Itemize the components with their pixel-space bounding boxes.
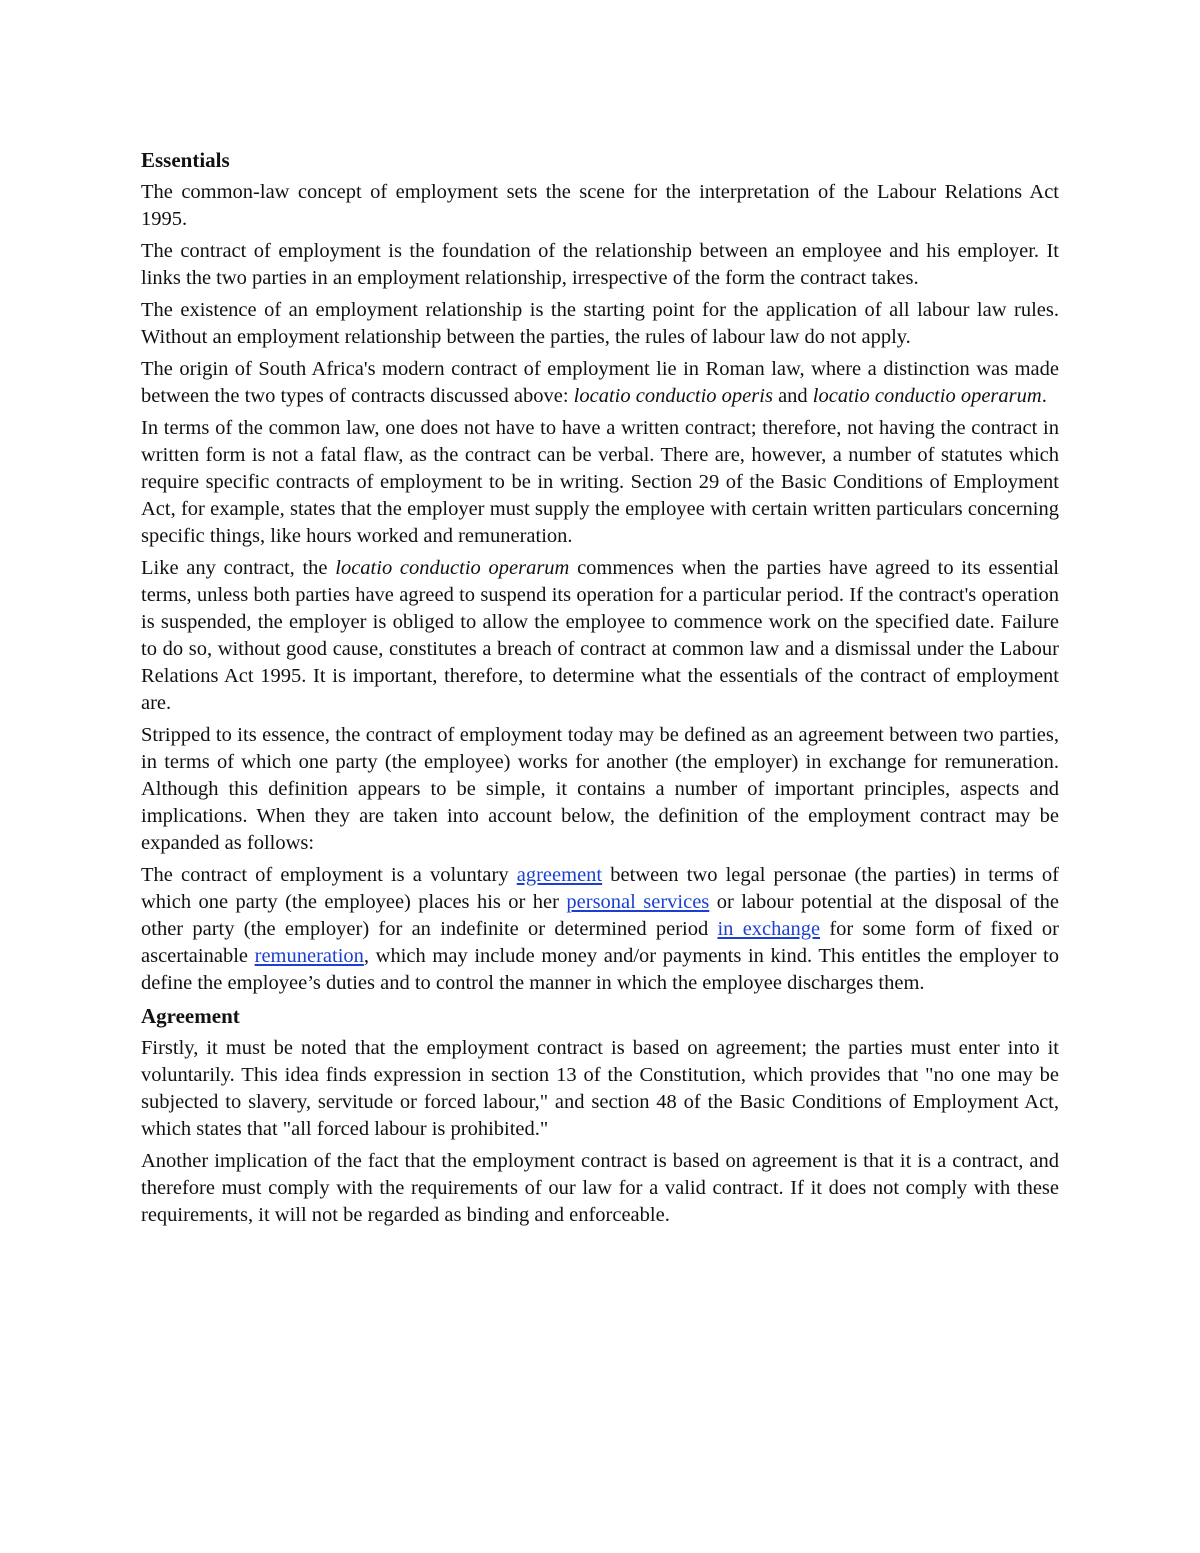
paragraph-8-text-b: between two legal personae (the parties) in terms of which one party (the employee) places his or her (141, 864, 1059, 913)
paragraph-6-text-b: commences when the parties have agreed to its essential terms, unless both parties have agreed to suspend its operation for a particular period. If the contract's operation is suspended, the employer is obliged to allow the employee to commence work on the specified date. Failure to do so, without good cause, constitutes a breach of contract at common law and a dismissal under the Labour Relations Act 1995. It is important, therefore, to determine what the essentials of the contract of employment are. (141, 557, 1059, 714)
link-remuneration[interactable]: remuneration (254, 945, 364, 967)
paragraph-8 (141, 862, 1059, 997)
paragraph-8-text-d: for some form of fixed or ascertainable (141, 918, 1059, 967)
paragraph-8-text-a: The contract of employment is a voluntary (141, 864, 517, 886)
paragraph-6 (141, 555, 1059, 717)
document-page (141, 146, 1059, 1234)
paragraph-5: In terms of the common law, one does not have to have a written contract; therefore, not having the contract in written form is not a fatal flaw, as the contract can be verbal. There are, however, a number of statutes which require specific contracts of employment to be in writing. Section 29 of the Basic Conditions of Employment Act, for example, states that the employer must supply the employee with certain written particulars concerning specific things, like hours worked and remuneration. (141, 417, 1059, 547)
paragraph-4-text-a: The origin of South Africa's modern contract of employment lie in Roman law, where a distinction was made between the two types of contracts discussed above: (141, 358, 1059, 407)
link-agreement[interactable]: agreement (516, 864, 603, 886)
heading-essentials: Essentials (141, 148, 230, 172)
italic-term-locatio-conductio-operarum: locatio conductio operarum (812, 385, 1042, 407)
paragraph-2: The contract of employment is the foundation of the relationship between an employee and his employer. It links the two parties in an employment relationship, irrespective of the form the contract takes. (141, 240, 1059, 289)
paragraph-4-text-b: and (772, 385, 813, 407)
italic-term-locatio-conductio-operis: locatio conductio operis (573, 385, 773, 407)
link-personal-services[interactable]: personal services (566, 891, 710, 913)
paragraph-8-text-e: , which may include money and/or payments in kind. This entitles the employer to define the employee’s duties and to control the manner in which the employee discharges them. (141, 945, 1060, 994)
link-in-exchange[interactable]: in exchange (717, 918, 821, 940)
paragraph-8-text-c: or labour potential at the disposal of the other party (the employer) for an indefinite or determined period (141, 891, 1059, 940)
paragraph-4-text-c: . (1041, 385, 1047, 407)
heading-agreement: Agreement (141, 1004, 240, 1028)
paragraph-6-text-a: Like any contract, the (141, 557, 336, 579)
paragraph-10: Another implication of the fact that the employment contract is based on agreement is that it is a contract, and therefore must comply with the requirements of our law for a valid contract. If it does not comply with these requirements, it will not be regarded as binding and enforceable. (141, 1150, 1059, 1226)
paragraph-4 (141, 356, 1059, 410)
paragraph-1: The common-law concept of employment sets the scene for the interpretation of the Labour Relations Act 1995. (141, 181, 1059, 230)
paragraph-7: Stripped to its essence, the contract of employment today may be defined as an agreement between two parties, in terms of which one party (the employee) works for another (the employer) in exchange for remuneration. Although this definition appears to be simple, it contains a number of important principles, aspects and implications. When they are taken into account below, the definition of the employment contract may be expanded as follows: (141, 724, 1059, 854)
italic-term-locatio-conductio-operarum: locatio conductio operarum (335, 557, 570, 579)
paragraph-9: Firstly, it must be noted that the employment contract is based on agreement; the parties must enter into it voluntarily. This idea finds expression in section 13 of the Constitution, which provides that "no one may be subjected to slavery, servitude or forced labour," and section 48 of the Basic Conditions of Employment Act, which states that "all forced labour is prohibited." (141, 1037, 1059, 1140)
paragraph-3: The existence of an employment relationship is the starting point for the application of all labour law rules. Without an employment relationship between the parties, the rules of labour law do not apply. (141, 299, 1059, 348)
